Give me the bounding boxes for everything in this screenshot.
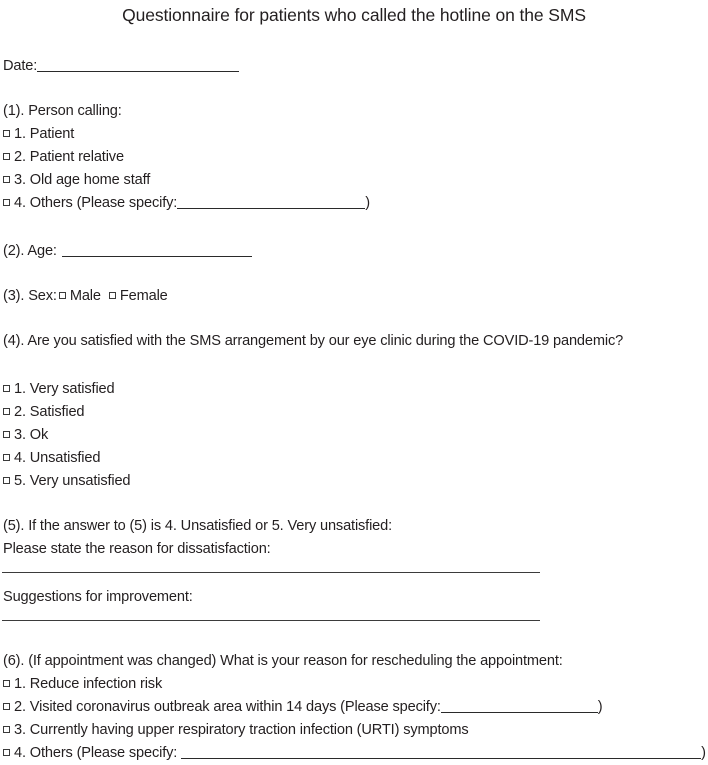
- question-5-prompt: (5). If the answer to (5) is 4. Unsatisfied or 5. Very unsatisfied:: [3, 518, 393, 534]
- question-5-suggestions-label: Suggestions for improvement:: [3, 589, 193, 605]
- option-label-close: ): [597, 699, 603, 715]
- option-label: 1. Patient: [14, 126, 75, 142]
- option-label-close: ): [701, 745, 706, 761]
- question-4-prompt: (4). Are you satisfied with the SMS arrangement by our eye clinic during the COVID-19 pandemic?: [3, 333, 624, 349]
- option-label: 2. Satisfied: [14, 404, 85, 420]
- option-label: 2. Patient relative: [14, 149, 124, 165]
- question-2-prompt: (2). Age:: [3, 243, 57, 259]
- option-label: 3. Ok: [14, 427, 49, 443]
- checkbox-icon[interactable]: [3, 477, 10, 484]
- checkbox-icon[interactable]: [3, 680, 10, 687]
- question-1-option-4[interactable]: [3, 192, 370, 214]
- question-1-prompt: (1). Person calling:: [3, 103, 122, 119]
- question-5-reason-label: Please state the reason for dissatisfaction:: [3, 541, 271, 557]
- checkbox-icon[interactable]: [3, 153, 10, 160]
- option-label: 3. Old age home staff: [14, 172, 151, 188]
- option-label: 2. Visited coronavirus outbreak area within 14 days (Please specify:: [14, 699, 441, 715]
- question-6-option-2[interactable]: [3, 696, 602, 718]
- option-label: 1. Very satisfied: [14, 381, 115, 397]
- question-4-option-1[interactable]: [3, 378, 114, 400]
- option-label: 4. Others (Please specify:: [14, 195, 178, 211]
- question-6-option-4[interactable]: [3, 742, 706, 764]
- option-specify-blank[interactable]: [177, 196, 365, 209]
- checkbox-icon[interactable]: [3, 385, 10, 392]
- option-label: 4. Unsatisfied: [14, 450, 101, 466]
- page-title: Questionnaire for patients who called the hotline on the SMS: [122, 5, 586, 25]
- checkbox-icon[interactable]: [3, 176, 10, 183]
- option-label: 3. Currently having upper respiratory traction infection (URTI) symptoms: [14, 722, 469, 738]
- question-6-prompt: (6). (If appointment was changed) What is your reason for rescheduling the appointment:: [3, 653, 563, 669]
- question-6-option-3[interactable]: [3, 719, 468, 741]
- age-input-blank[interactable]: [62, 244, 252, 257]
- question-1-option-2[interactable]: [3, 146, 124, 168]
- option-label: 5. Very unsatisfied: [14, 473, 131, 489]
- checkbox-icon[interactable]: [3, 749, 10, 756]
- option-label-female: Female: [119, 288, 168, 304]
- question-4-option-3[interactable]: [3, 424, 48, 446]
- question-4-option-2[interactable]: [3, 401, 84, 423]
- question-5-suggestions-answer-line[interactable]: [2, 620, 540, 621]
- checkbox-icon[interactable]: [3, 454, 10, 461]
- checkbox-icon[interactable]: [3, 431, 10, 438]
- date-label: Date:: [3, 58, 38, 74]
- question-6-option-1[interactable]: [3, 673, 162, 695]
- checkbox-icon[interactable]: [3, 703, 10, 710]
- question-5-reason-answer-line[interactable]: [2, 572, 540, 573]
- option-specify-blank[interactable]: [441, 700, 598, 713]
- date-field-row: [3, 55, 239, 77]
- question-3-prompt: (3). Sex:: [3, 288, 57, 304]
- question-1-option-1[interactable]: [3, 123, 74, 145]
- checkbox-icon[interactable]: [59, 292, 66, 299]
- option-specify-blank[interactable]: [181, 746, 701, 759]
- checkbox-icon[interactable]: [109, 292, 116, 299]
- question-4-option-4[interactable]: [3, 447, 100, 469]
- option-label: 4. Others (Please specify:: [14, 745, 182, 761]
- checkbox-icon[interactable]: [3, 130, 10, 137]
- checkbox-icon[interactable]: [3, 726, 10, 733]
- date-input-blank[interactable]: [37, 59, 239, 72]
- option-label: 1. Reduce infection risk: [14, 676, 163, 692]
- question-1-option-3[interactable]: [3, 169, 150, 191]
- checkbox-icon[interactable]: [3, 199, 10, 206]
- checkbox-icon[interactable]: [3, 408, 10, 415]
- question-2-row: [3, 240, 252, 262]
- question-3-row: [3, 285, 168, 307]
- option-label-male: Male: [69, 288, 101, 304]
- option-label-close: ): [365, 195, 370, 211]
- question-4-option-5[interactable]: [3, 470, 130, 492]
